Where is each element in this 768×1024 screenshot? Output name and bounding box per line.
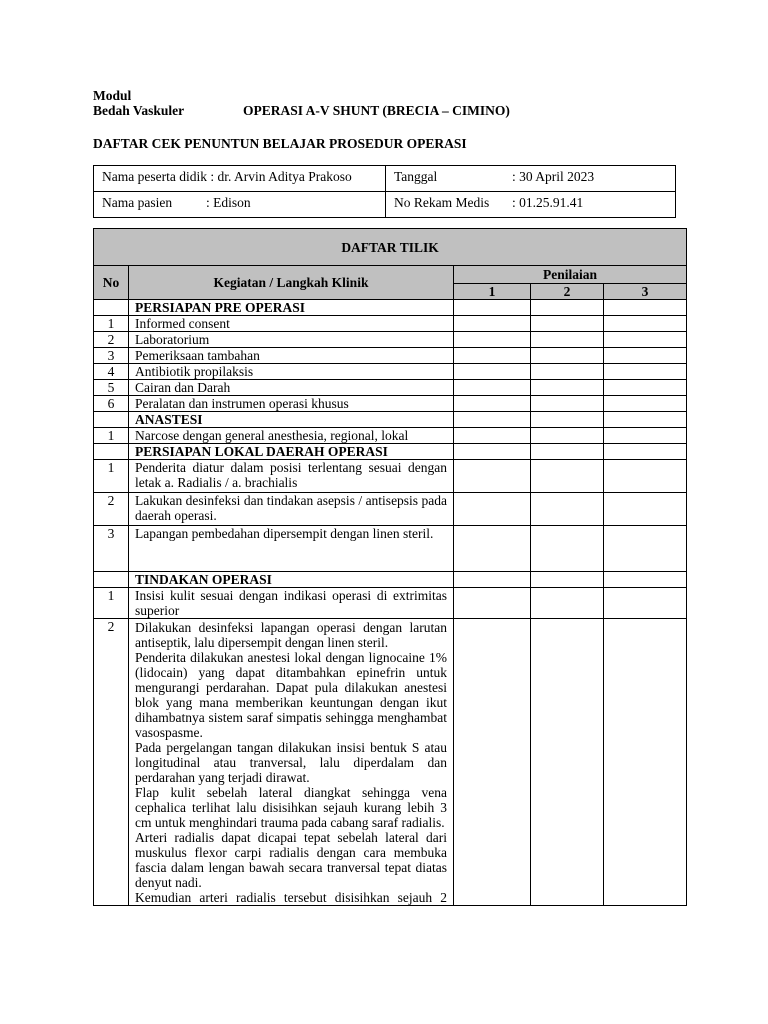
date-cell [386,166,676,192]
score-cell[interactable] [531,396,604,412]
student-value: : dr. Arvin Aditya Prakoso [210,169,352,184]
step-paragraph: Pada pergelangan tangan dilakukan insisi bentuk S atau longitudinal atau tranversal, lalu diperdalam dan perdarahan yang terjadi dirawat. [135,740,447,785]
row-number: 2 [94,619,129,906]
score-cell[interactable] [604,380,687,396]
score-cell[interactable] [604,526,687,572]
score-cell[interactable] [604,493,687,526]
patient-label: Nama pasien [102,195,173,210]
student-label: Nama peserta didik [102,169,207,184]
score-cell[interactable] [454,428,531,444]
activity-text: Peralatan dan instrumen operasi khusus [129,396,454,412]
row-number: 3 [94,526,129,572]
date-value: : 30 April 2023 [512,169,595,184]
score-cell[interactable] [454,364,531,380]
score-cell[interactable] [604,396,687,412]
activity-text: Lapangan pembedahan dipersempit dengan linen steril. [129,526,454,572]
score-cell[interactable] [531,619,604,906]
score-cell[interactable] [454,396,531,412]
step-paragraph: Arteri radialis dapat dicapai tepat sebelah lateral dari muskulus flexor carpi radialis dengan cara membuka fascia dalam lengan bawah secara tranversal tepat diatas denyut nadi. [135,830,447,890]
score-cell[interactable] [454,380,531,396]
score-cell[interactable] [604,428,687,444]
score-cell[interactable] [604,460,687,493]
operation-title: OPERASI A-V SHUNT (BRECIA – CIMINO) [243,103,510,118]
row-number: 3 [94,348,129,364]
score-cell[interactable] [531,316,604,332]
activity-text: Pemeriksaan tambahan [129,348,454,364]
student-cell [94,166,386,192]
score-cell[interactable] [604,348,687,364]
score-cell[interactable] [531,428,604,444]
section-lokal: PERSIAPAN LOKAL DAERAH OPERASI [129,444,454,460]
row-number: 1 [94,316,129,332]
activity-text-long [129,619,454,906]
step-paragraph: Flap kulit sebelah lateral diangkat sehingga vena cephalica terlihat lalu disisihkan sejauh kurang lebih 3 cm untuk menghindari trauma pada cabang saraf radialis. [135,785,447,830]
score-cell[interactable] [531,348,604,364]
activity-text: Informed consent [129,316,454,332]
activity-text: Cairan dan Darah [129,380,454,396]
department-label: Bedah Vaskuler [93,103,185,118]
info-table [93,165,676,218]
row-number: 5 [94,380,129,396]
row-number: 2 [94,332,129,348]
score-cell[interactable] [454,316,531,332]
score-cell[interactable] [604,619,687,906]
score-col-2: 2 [531,284,604,300]
activity-text: Narcose dengan general anesthesia, regional, lokal [129,428,454,444]
row-number: 6 [94,396,129,412]
score-cell[interactable] [604,316,687,332]
activity-text: Insisi kulit sesuai dengan indikasi operasi di extrimitas superior [129,588,454,619]
document-title: DAFTAR CEK PENUNTUN BELAJAR PROSEDUR OPERASI [93,136,467,151]
checklist-table [93,228,687,906]
score-cell[interactable] [454,332,531,348]
row-number: 2 [94,493,129,526]
step-paragraph: Dilakukan desinfeksi lapangan operasi dengan larutan antiseptik, lalu dipersempit dengan linen steril. [135,620,447,650]
score-cell[interactable] [531,380,604,396]
row-number: 1 [94,460,129,493]
patient-cell [94,192,386,218]
score-cell[interactable] [454,460,531,493]
score-cell[interactable] [454,588,531,619]
score-cell[interactable] [454,348,531,364]
record-label: No Rekam Medis [394,195,490,210]
module-label: Modul [93,88,132,103]
step-paragraph: Kemudian arteri radialis tersebut disisihkan sejauh 2 [135,890,447,905]
patient-value: : Edison [206,195,251,210]
activity-text: Lakukan desinfeksi dan tindakan asepsis / antisepsis pada daerah operasi. [129,493,454,526]
activity-text: Penderita diatur dalam posisi terlentang sesuai dengan letak a. Radialis / a. brachialis [129,460,454,493]
score-cell[interactable] [531,364,604,380]
row-number: 4 [94,364,129,380]
activity-text: Laboratorium [129,332,454,348]
score-cell[interactable] [454,619,531,906]
score-col-1: 1 [454,284,531,300]
col-score-header: Penilaian [454,266,687,284]
section-pre-op: PERSIAPAN PRE OPERASI [129,300,454,316]
score-cell[interactable] [604,364,687,380]
score-cell[interactable] [531,526,604,572]
score-col-3: 3 [604,284,687,300]
score-cell[interactable] [604,332,687,348]
col-no-header: No [94,266,129,300]
score-cell[interactable] [531,332,604,348]
row-number: 1 [94,588,129,619]
score-cell[interactable] [531,493,604,526]
section-tindakan: TINDAKAN OPERASI [129,572,454,588]
score-cell[interactable] [604,588,687,619]
score-cell[interactable] [531,588,604,619]
col-activity-header: Kegiatan / Langkah Klinik [129,266,454,300]
record-value: : 01.25.91.41 [512,195,584,210]
checklist-title: DAFTAR TILIK [94,229,687,266]
record-cell [386,192,676,218]
step-paragraph: Penderita dilakukan anestesi lokal dengan lignocaine 1% (lidocain) yang dapat ditambahkan epinefrin untuk mengurangi perdarahan. Dapat pula dilakukan anestesi blok yang mana memberikan keuntungan dengan ikut dihambatnya sistem saraf simpatis sehingga menghambat vasospasme. [135,650,447,740]
row-number: 1 [94,428,129,444]
activity-text: Antibiotik propilaksis [129,364,454,380]
section-anestesi: ANASTESI [129,412,454,428]
score-cell[interactable] [454,526,531,572]
date-label: Tanggal [394,169,438,184]
score-cell[interactable] [454,493,531,526]
score-cell[interactable] [531,460,604,493]
